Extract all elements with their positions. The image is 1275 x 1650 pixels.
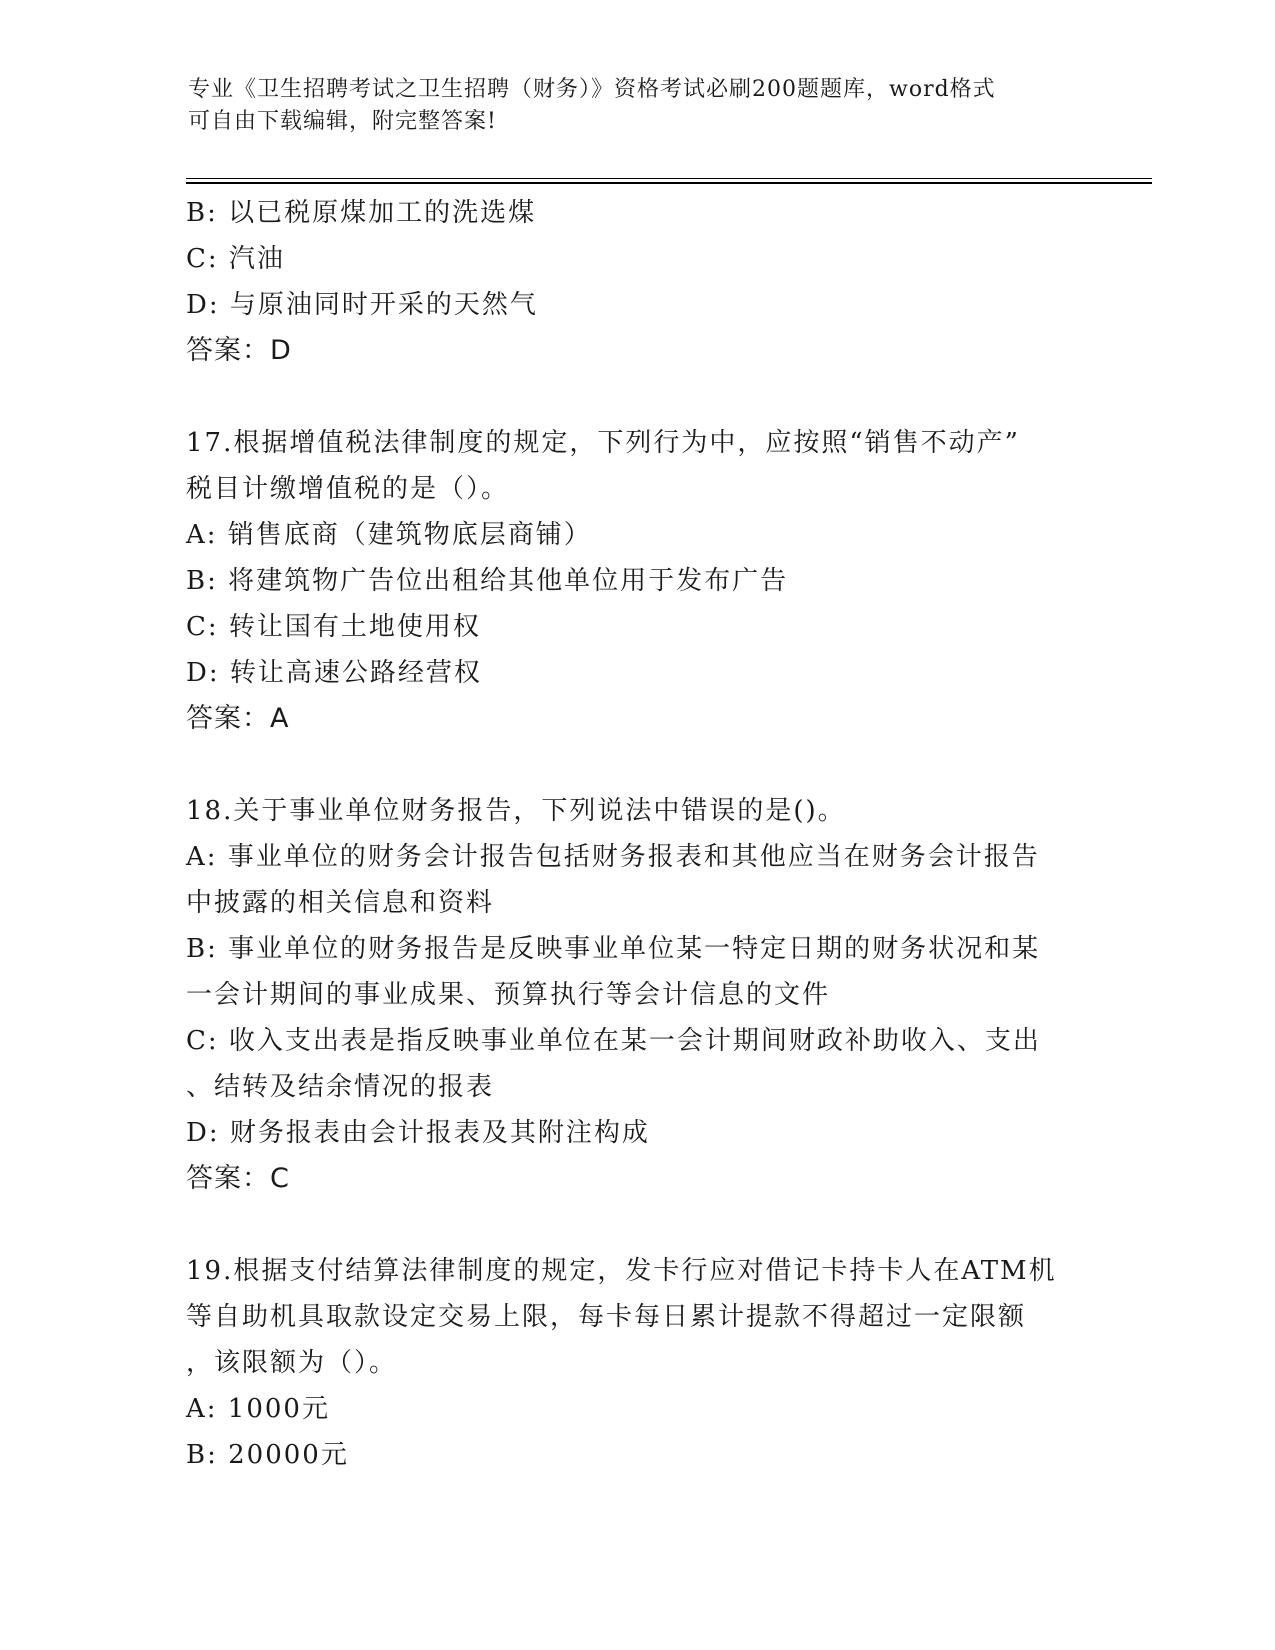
option-b: B: 以已税原煤加工的洗选煤 [186, 198, 537, 228]
option-a: A: 销售底商（建筑物底层商铺） [186, 520, 592, 550]
spacer [186, 1202, 1086, 1248]
header-line-2: 可自由下载编辑，附完整答案! [188, 109, 497, 134]
question-stem: 17.根据增值税法律制度的规定，下列行为中，应按照“销售不动产” [186, 428, 1020, 458]
question-17 [186, 420, 1086, 742]
question-stem-cont: ，该限额为（）。 [186, 1348, 398, 1378]
option-c: C: 汽油 [186, 244, 285, 274]
option-c: C: 转让国有土地使用权 [186, 612, 481, 642]
option-c-cont: 、结转及结余情况的报表 [186, 1072, 495, 1102]
question-18 [186, 788, 1086, 1202]
option-a-cont: 中披露的相关信息和资料 [186, 888, 495, 918]
question-list [186, 190, 1086, 1478]
question-stem: 19.根据支付结算法律制度的规定，发卡行应对借记卡持卡人在ATM机 [186, 1256, 1057, 1286]
option-b: B: 将建筑物广告位出租给其他单位用于发布广告 [186, 566, 789, 596]
question-19 [186, 1248, 1086, 1478]
header-rule-thick [186, 182, 1152, 184]
option-b: B: 事业单位的财务报告是反映事业单位某一特定日期的财务状况和某 [186, 934, 1041, 964]
header-line-1: 专业《卫生招聘考试之卫生招聘（财务）》资格考试必刷200题题库，word格式 [188, 77, 996, 102]
option-a: A: 1000元 [186, 1394, 330, 1424]
option-d: D: 与原油同时开采的天然气 [186, 290, 538, 320]
question-stem-cont: 税目计缴增值税的是（）。 [186, 474, 510, 504]
spacer [186, 374, 1086, 420]
question-stem: 18.关于事业单位财务报告，下列说法中错误的是()。 [186, 796, 846, 826]
answer-line: 答案：A [186, 703, 290, 734]
option-a: A: 事业单位的财务会计报告包括财务报表和其他应当在财务会计报告 [186, 842, 1040, 872]
option-b: B: 20000元 [186, 1440, 349, 1470]
option-b-cont: 一会计期间的事业成果、预算执行等会计信息的文件 [186, 980, 831, 1010]
question-stem-cont: 等自助机具取款设定交易上限，每卡每日累计提款不得超过一定限额 [186, 1302, 1027, 1332]
header-rule-thin [186, 178, 1152, 179]
document-header [188, 74, 1088, 138]
option-d: D: 财务报表由会计报表及其附注构成 [186, 1118, 650, 1148]
answer-line: 答案：C [186, 1163, 290, 1194]
answer-line: 答案：D [186, 335, 292, 366]
question-16-tail [186, 190, 1086, 374]
spacer [186, 742, 1086, 788]
option-c: C: 收入支出表是指反映事业单位在某一会计期间财政补助收入、支出 [186, 1026, 1041, 1056]
option-d: D: 转让高速公路经营权 [186, 658, 482, 688]
